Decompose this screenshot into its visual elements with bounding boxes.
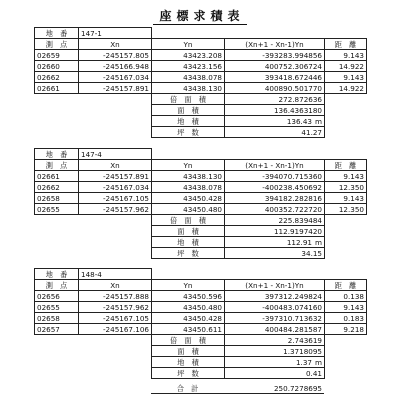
double-area-label: 倍 面 積 xyxy=(152,215,225,226)
lot-row xyxy=(35,269,367,280)
lot-number: 147-4 xyxy=(79,149,152,160)
tsubo-label: 坪 数 xyxy=(152,368,225,379)
summary-row xyxy=(35,237,367,248)
xn-cell: -245167.034 xyxy=(79,72,152,83)
yn-cell: 43438.130 xyxy=(152,171,225,182)
point-header: 測 点 xyxy=(35,160,79,171)
summary-row xyxy=(35,248,367,259)
xn-cell: -245166.948 xyxy=(79,61,152,72)
calc-cell: -400238.450692 xyxy=(225,182,325,193)
area-label: 面 積 xyxy=(152,105,225,116)
area-value: 1.3718095 xyxy=(225,346,325,357)
total-row xyxy=(34,383,366,394)
calc-cell: 400752.306724 xyxy=(225,61,325,72)
distance-header: 距 離 xyxy=(325,39,367,50)
distance-cell: 9.143 xyxy=(325,193,367,204)
calc-cell: 397312.249824 xyxy=(225,291,325,302)
yn-cell: 43438.078 xyxy=(152,72,225,83)
summary-row xyxy=(35,335,367,346)
point-cell: 02660 xyxy=(35,61,79,72)
yn-cell: 43423.156 xyxy=(152,61,225,72)
summary-row xyxy=(35,368,367,379)
summary-row xyxy=(35,94,367,105)
lot-number: 148-4 xyxy=(79,269,152,280)
xn-header: Xn xyxy=(79,39,152,50)
section-table-1 xyxy=(34,27,367,138)
table-row xyxy=(35,50,367,61)
calc-cell: -400483.074160 xyxy=(225,302,325,313)
lot-area-label: 地 積 xyxy=(152,116,225,127)
table-row xyxy=(35,72,367,83)
point-cell: 02658 xyxy=(35,193,79,204)
calc-cell: -393283.994856 xyxy=(225,50,325,61)
lot-area-value: 112.91 xyxy=(286,237,312,247)
table-row xyxy=(35,291,367,302)
point-cell: 02661 xyxy=(35,83,79,94)
formula-header: (Xn+1 - Xn-1)Yn xyxy=(225,160,325,171)
distance-cell: 9.143 xyxy=(325,171,367,182)
calc-cell: 400484.281587 xyxy=(225,324,325,335)
total-table xyxy=(34,383,366,394)
lot-area-value: 136.43 xyxy=(286,116,312,126)
point-cell: 02661 xyxy=(35,171,79,182)
unit-m: m xyxy=(314,357,322,367)
point-header: 測 点 xyxy=(35,280,79,291)
point-cell: 02662 xyxy=(35,182,79,193)
yn-cell: 43450.480 xyxy=(152,204,225,215)
calc-cell: -397310.713632 xyxy=(225,313,325,324)
header-row xyxy=(35,39,367,50)
lot-label: 地 番 xyxy=(35,149,79,160)
distance-header: 距 離 xyxy=(325,160,367,171)
point-cell: 02659 xyxy=(35,50,79,61)
yn-cell: 43438.078 xyxy=(152,182,225,193)
formula-header: (Xn+1 - Xn-1)Yn xyxy=(225,39,325,50)
area-label: 面 積 xyxy=(152,226,225,237)
yn-cell: 43450.596 xyxy=(152,291,225,302)
distance-cell: 12.350 xyxy=(325,182,367,193)
summary-row xyxy=(35,346,367,357)
distance-cell: 0.183 xyxy=(325,313,367,324)
summary-row xyxy=(35,357,367,368)
yn-cell: 43438.130 xyxy=(152,83,225,94)
area-value: 112.9197420 xyxy=(225,226,325,237)
total-label: 合 計 xyxy=(151,383,224,394)
lot-area-value: 1.37 xyxy=(295,357,312,367)
double-area-value: 2.743619 xyxy=(225,335,325,346)
yn-cell: 43450.480 xyxy=(152,302,225,313)
section-table-2 xyxy=(34,148,367,259)
point-cell: 02658 xyxy=(35,313,79,324)
xn-cell: -245157.962 xyxy=(79,204,152,215)
header-row xyxy=(35,280,367,291)
distance-cell: 9.218 xyxy=(325,324,367,335)
lot-row xyxy=(35,149,367,160)
summary-row xyxy=(35,105,367,116)
tsubo-value: 0.41 xyxy=(225,368,325,379)
distance-cell: 9.143 xyxy=(325,72,367,83)
unit-m: m xyxy=(314,116,322,126)
summary-row xyxy=(35,226,367,237)
area-value: 136.4363180 xyxy=(225,105,325,116)
xn-cell: -245157.888 xyxy=(79,291,152,302)
table-row xyxy=(35,313,367,324)
lot-area-label: 地 積 xyxy=(152,357,225,368)
distance-header: 距 離 xyxy=(325,280,367,291)
xn-header: Xn xyxy=(79,160,152,171)
tsubo-value: 41.27 xyxy=(225,127,325,138)
table-row xyxy=(35,171,367,182)
xn-cell: -245157.962 xyxy=(79,302,152,313)
point-header: 測 点 xyxy=(35,39,79,50)
distance-cell: 9.143 xyxy=(325,50,367,61)
xn-cell: -245157.891 xyxy=(79,171,152,182)
double-area-value: 272.872636 xyxy=(225,94,325,105)
xn-header: Xn xyxy=(79,280,152,291)
summary-row xyxy=(35,127,367,138)
lot-number: 147-1 xyxy=(79,28,152,39)
calc-cell: -394070.715360 xyxy=(225,171,325,182)
lot-area-label: 地 積 xyxy=(152,237,225,248)
header-row xyxy=(35,160,367,171)
yn-cell: 43423.208 xyxy=(152,50,225,61)
double-area-value: 225.839484 xyxy=(225,215,325,226)
table-row xyxy=(35,182,367,193)
yn-cell: 43450.428 xyxy=(152,193,225,204)
table-row xyxy=(35,193,367,204)
lot-label: 地 番 xyxy=(35,269,79,280)
section-table-3 xyxy=(34,268,367,379)
xn-cell: -245157.805 xyxy=(79,50,152,61)
yn-header: Yn xyxy=(152,39,225,50)
yn-header: Yn xyxy=(152,160,225,171)
table-row xyxy=(35,324,367,335)
summary-row xyxy=(35,215,367,226)
lot-label: 地 番 xyxy=(35,28,79,39)
summary-row xyxy=(35,116,367,127)
xn-cell: -245167.106 xyxy=(79,324,152,335)
calc-cell: 400352.722720 xyxy=(225,204,325,215)
point-cell: 02655 xyxy=(35,302,79,313)
yn-header: Yn xyxy=(152,280,225,291)
formula-header: (Xn+1 - Xn-1)Yn xyxy=(225,280,325,291)
calc-cell: 394182.282816 xyxy=(225,193,325,204)
xn-cell: -245157.891 xyxy=(79,83,152,94)
point-cell: 02656 xyxy=(35,291,79,302)
double-area-label: 倍 面 積 xyxy=(152,94,225,105)
tsubo-value: 34.15 xyxy=(225,248,325,259)
table-row xyxy=(35,61,367,72)
table-row xyxy=(35,204,367,215)
tsubo-label: 坪 数 xyxy=(152,248,225,259)
point-cell: 02655 xyxy=(35,204,79,215)
yn-cell: 43450.428 xyxy=(152,313,225,324)
xn-cell: -245167.034 xyxy=(79,182,152,193)
yn-cell: 43450.611 xyxy=(152,324,225,335)
distance-cell: 0.138 xyxy=(325,291,367,302)
page-title: 座標求積表 xyxy=(0,7,400,24)
xn-cell: -245167.105 xyxy=(79,193,152,204)
distance-cell: 14.922 xyxy=(325,83,367,94)
calc-cell: 400890.501770 xyxy=(225,83,325,94)
tsubo-label: 坪 数 xyxy=(152,127,225,138)
xn-cell: -245167.105 xyxy=(79,313,152,324)
distance-cell: 9.143 xyxy=(325,302,367,313)
lot-area-cell xyxy=(225,357,325,368)
area-label: 面 積 xyxy=(152,346,225,357)
lot-area-cell xyxy=(225,116,325,127)
point-cell: 02662 xyxy=(35,72,79,83)
double-area-label: 倍 面 積 xyxy=(152,335,225,346)
lot-area-cell xyxy=(225,237,325,248)
table-row xyxy=(35,302,367,313)
distance-cell: 12.350 xyxy=(325,204,367,215)
unit-m: m xyxy=(314,237,322,247)
lot-row xyxy=(35,28,367,39)
point-cell: 02657 xyxy=(35,324,79,335)
distance-cell: 14.922 xyxy=(325,61,367,72)
table-row xyxy=(35,83,367,94)
calc-cell: 393418.672446 xyxy=(225,72,325,83)
total-value: 250.7278695 xyxy=(224,383,324,394)
